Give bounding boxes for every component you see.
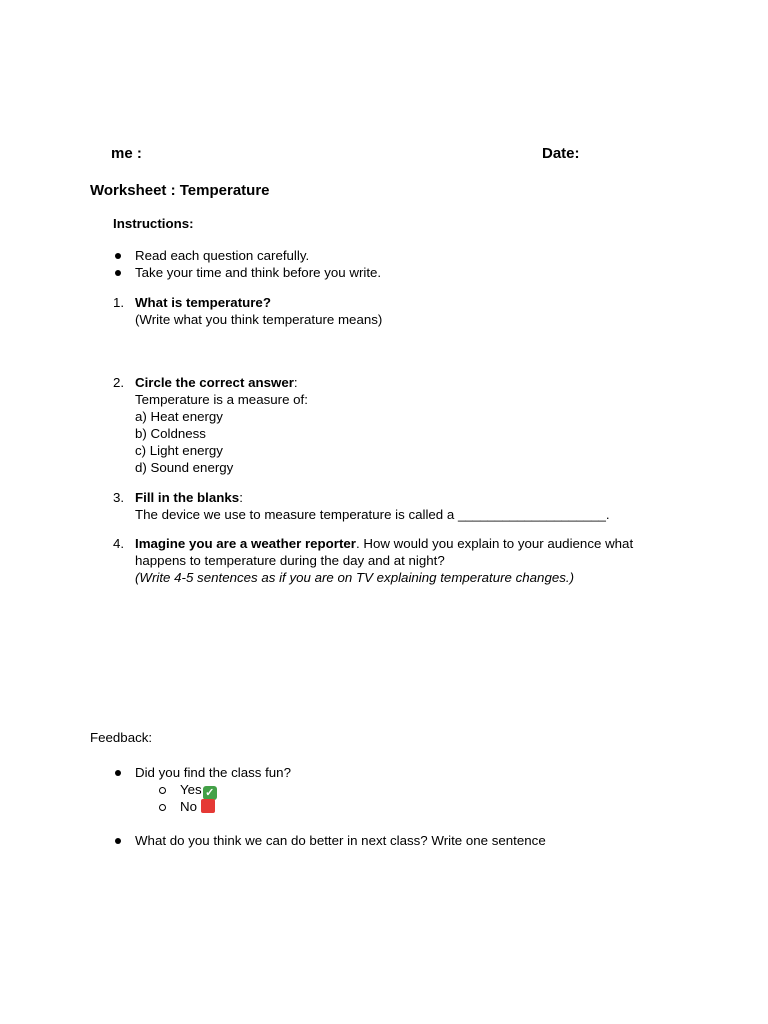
question-heading-suffix: : bbox=[293, 375, 298, 390]
name-label: me : bbox=[111, 145, 142, 162]
answer-option: a) Heat energy bbox=[135, 409, 223, 424]
option-label: Yes bbox=[180, 782, 202, 797]
feedback-option-no bbox=[180, 798, 215, 815]
bullet-circle-icon bbox=[157, 798, 167, 815]
question-heading: Circle the correct answer bbox=[135, 375, 294, 390]
question-hint: (Write what you think temperature means) bbox=[135, 312, 383, 327]
bullet-dot-icon bbox=[113, 763, 123, 780]
date-label: Date: bbox=[542, 145, 580, 162]
option-label: No bbox=[180, 799, 197, 814]
instruction-item: Take your time and think before you write. bbox=[135, 265, 382, 280]
question-heading-suffix: : bbox=[239, 490, 243, 505]
feedback-label: Feedback: bbox=[90, 730, 153, 745]
question-heading: What is temperature? bbox=[135, 295, 271, 310]
bullet-dot-icon bbox=[113, 263, 123, 280]
bullet-dot-icon bbox=[113, 831, 123, 848]
instruction-item: Read each question carefully. bbox=[135, 248, 310, 263]
answer-option: c) Light energy bbox=[135, 443, 223, 458]
question-prompt: Temperature is a measure of: bbox=[135, 392, 308, 407]
question-heading: Imagine you are a weather reporter bbox=[135, 536, 356, 551]
question-text: happens to temperature during the day and at night? bbox=[135, 553, 445, 568]
question-heading-line bbox=[135, 374, 298, 391]
answer-option: b) Coldness bbox=[135, 426, 206, 441]
feedback-question: Did you find the class fun? bbox=[135, 765, 291, 780]
bullet-circle-icon bbox=[157, 781, 167, 798]
question-number: 3. bbox=[113, 490, 125, 505]
question-heading-line bbox=[135, 489, 243, 506]
check-mark-icon: ✓ bbox=[203, 786, 217, 800]
question-hint: (Write 4-5 sentences as if you are on TV explaining temperature changes.) bbox=[135, 570, 575, 585]
bullet-dot-icon bbox=[113, 246, 123, 263]
question-heading-suffix: . How would you explain to your audience what bbox=[355, 536, 634, 551]
worksheet-title: Worksheet : Temperature bbox=[90, 182, 270, 199]
fill-blank-sentence: The device we use to measure temperature is called a ____________________. bbox=[135, 507, 610, 522]
question-number: 1. bbox=[113, 295, 125, 310]
feedback-question: What do you think we can do better in next class? Write one sentence bbox=[135, 833, 546, 848]
red-square-icon bbox=[201, 799, 215, 813]
question-number: 4. bbox=[113, 536, 125, 551]
question-number: 2. bbox=[113, 375, 125, 390]
question-heading-line bbox=[135, 535, 633, 552]
answer-option: d) Sound energy bbox=[135, 460, 234, 475]
instructions-heading: Instructions: bbox=[113, 216, 194, 231]
question-heading: Fill in the blanks bbox=[135, 490, 240, 505]
